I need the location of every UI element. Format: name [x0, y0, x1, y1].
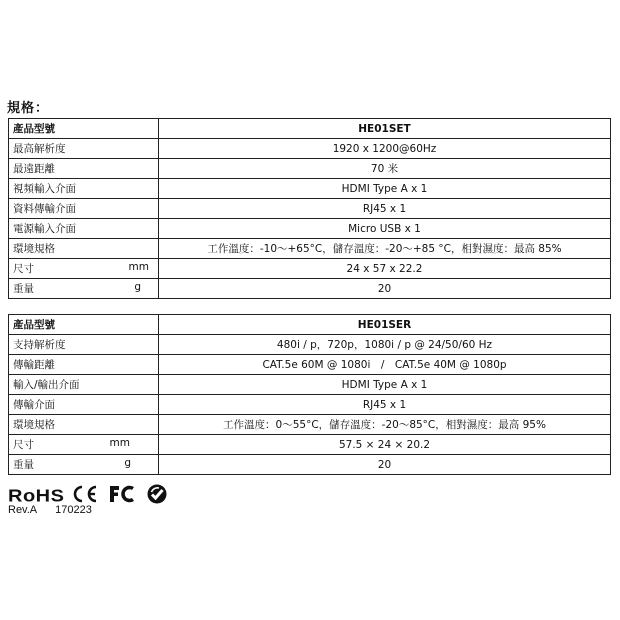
row-label: 支持解析度	[9, 335, 159, 355]
row-value: RJ45 x 1	[159, 199, 611, 219]
row-label: 重量 g	[9, 455, 159, 475]
revision-info	[8, 504, 92, 516]
row-value: 24 x 57 x 22.2	[159, 259, 611, 279]
row-value: HDMI Type A x 1	[159, 375, 611, 395]
table-row	[9, 355, 611, 375]
fc-mark-icon	[108, 484, 136, 508]
row-label: 最遠距離	[9, 159, 159, 179]
model-value: HE01SET	[159, 119, 611, 139]
table-header-row	[9, 315, 611, 335]
row-unit: mm	[128, 261, 149, 273]
table-row	[9, 395, 611, 415]
table-row	[9, 139, 611, 159]
table-row	[9, 179, 611, 199]
row-label: 電源輸入介面	[9, 219, 159, 239]
table-row	[9, 415, 611, 435]
table-row	[9, 279, 611, 299]
row-value: HDMI Type A x 1	[159, 179, 611, 199]
row-unit: mm	[109, 437, 130, 449]
table-row	[9, 159, 611, 179]
row-label: 輸入/輸出介面	[9, 375, 159, 395]
row-value: 70 米	[159, 159, 611, 179]
row-label: 資料傳輸介面	[9, 199, 159, 219]
row-label: 環境規格	[9, 415, 159, 435]
table-row	[9, 335, 611, 355]
row-value: 480i / p，720p，1080i / p @ 24/50/60 Hz	[159, 335, 611, 355]
row-value: CAT.5e 60M @ 1080i / CAT.5e 40M @ 1080p	[159, 355, 611, 375]
model-value: HE01SER	[159, 315, 611, 335]
model-label: 產品型號	[9, 315, 159, 335]
c-tick-mark-icon	[146, 483, 168, 509]
spec-heading: 規格：	[7, 101, 50, 116]
table-row	[9, 219, 611, 239]
table-header-row	[9, 119, 611, 139]
table-row	[9, 259, 611, 279]
revision-label: Rev.A	[8, 504, 38, 516]
table-row	[9, 199, 611, 219]
row-label: 傳輸距離	[9, 355, 159, 375]
row-value: 工作溫度：-10～+65°C，儲存溫度：-20～+85 °C，相對濕度：最高 85%	[159, 239, 611, 259]
row-value: 20	[159, 279, 611, 299]
row-unit: g	[124, 457, 131, 469]
row-label: 傳輸介面	[9, 395, 159, 415]
rohs-logo: RoHS	[8, 485, 65, 506]
model-label: 產品型號	[9, 119, 159, 139]
row-value: RJ45 x 1	[159, 395, 611, 415]
row-label: 尺寸 mm	[9, 435, 159, 455]
table-row	[9, 455, 611, 475]
row-unit: g	[134, 281, 141, 293]
row-label: 最高解析度	[9, 139, 159, 159]
revision-date: 170223	[55, 504, 92, 516]
row-label: 視頻輸入介面	[9, 179, 159, 199]
row-value: 57.5 × 24 × 20.2	[159, 435, 611, 455]
row-label: 環境規格	[9, 239, 159, 259]
spec-table-he01set	[8, 118, 611, 299]
row-label: 尺寸 mm	[9, 259, 159, 279]
table-row	[9, 435, 611, 455]
row-value: Micro USB x 1	[159, 219, 611, 239]
table-row	[9, 239, 611, 259]
row-value: 1920 x 1200@60Hz	[159, 139, 611, 159]
spec-table-he01ser	[8, 314, 611, 475]
table-row	[9, 375, 611, 395]
row-value: 工作溫度：0～55°C，儲存溫度：-20～85°C，相對濕度：最高 95%	[159, 415, 611, 435]
row-value: 20	[159, 455, 611, 475]
row-label: 重量 g	[9, 279, 159, 299]
